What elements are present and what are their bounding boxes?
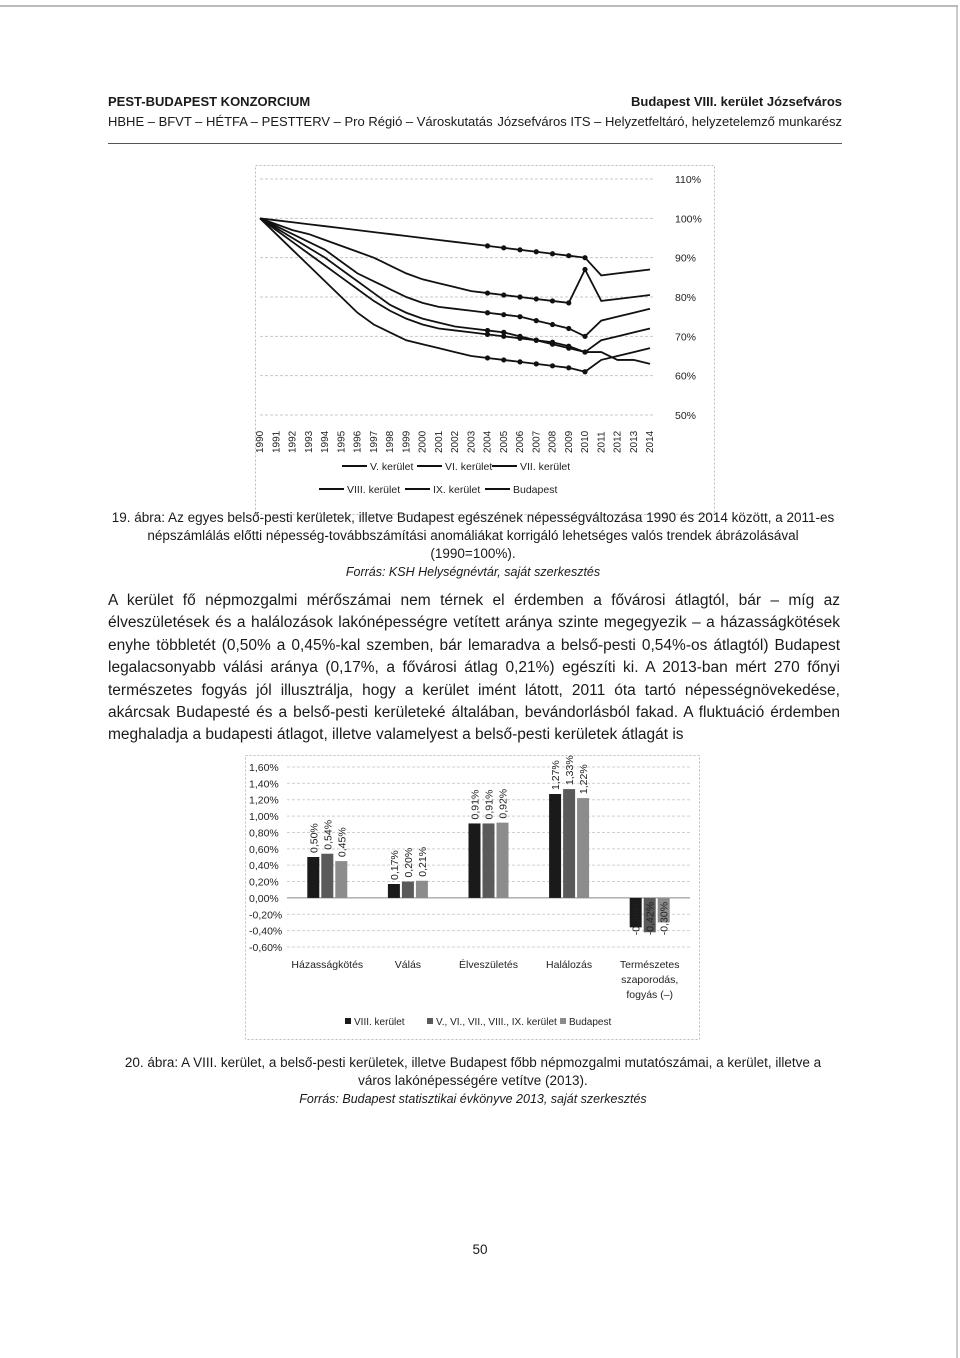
- chart2-y-tick: 1,60%: [249, 762, 279, 774]
- chart2-bar: [335, 861, 347, 898]
- chart1-point: [517, 294, 522, 299]
- chart2-bar: [577, 798, 589, 898]
- chart2-y-tick: 0,20%: [249, 876, 279, 889]
- chart1-point: [582, 267, 587, 272]
- figure-19-source: Forrás: KSH Helységnévtár, saját szerkesztés: [345, 565, 601, 579]
- chart1-legend-label: Budapest: [513, 484, 558, 496]
- chart2-data-label: 0,92%: [497, 788, 510, 819]
- chart1-point: [517, 314, 522, 319]
- figure-19-caption-text: 19. ábra: Az egyes belső-pesti kerületek, illetve Budapest egészének népességváltozása 1990 és 2014 között, a 2011-es népszámlálás előtti népesség-továbbszámítási anomáliákat korrigáló lehetséges valós trendek ábrázolásával (1990=100%).: [111, 510, 835, 561]
- chart2-data-label: 0,50%: [308, 823, 321, 853]
- chart2-legend-label: V., VI., VII., VIII., IX. kerület: [436, 1017, 557, 1028]
- chart1-point: [566, 326, 571, 331]
- chart2-y-tick: -0,20%: [249, 909, 283, 922]
- chart2-data-label: 1,33%: [564, 755, 577, 786]
- chart2-y-tick: -0,40%: [249, 925, 283, 938]
- chart1-x-tick: 2014: [645, 430, 656, 453]
- chart2-category-label: Válás: [394, 959, 422, 971]
- chart1-point: [485, 243, 490, 248]
- chart1-x-tick: 2012: [612, 430, 624, 453]
- chart1-point: [501, 312, 506, 317]
- chart1-point: [534, 296, 539, 301]
- chart1-x-tick: 2011: [596, 431, 608, 453]
- chart1-point: [550, 322, 555, 327]
- chart1-point: [517, 247, 522, 252]
- chart1-x-tick: 2013: [628, 430, 640, 453]
- chart1-point: [485, 355, 490, 360]
- chart1-y-tick: 70%: [675, 331, 697, 344]
- chart1-line-3: [260, 218, 650, 364]
- chart2-category-label: Házasságkötés: [291, 959, 364, 971]
- chart1-x-tick: 2001: [433, 430, 445, 453]
- chart1-point: [517, 336, 522, 341]
- chart1-x-tick: 2002: [450, 430, 461, 453]
- chart2-category-label: fogyás (–): [626, 989, 674, 1001]
- chart2-bar: [416, 881, 428, 898]
- chart1-line-2: [260, 218, 650, 336]
- chart1-x-tick: 1998: [385, 430, 396, 453]
- chart2-data-label: -0,30%: [658, 901, 671, 936]
- chart2-y-tick: 0,00%: [249, 892, 279, 905]
- chart1-x-tick: 2007: [531, 430, 543, 453]
- page-number: 50: [472, 1242, 488, 1257]
- chart1-x-tick: 2009: [563, 430, 575, 453]
- chart2-data-label: 1,27%: [550, 760, 563, 790]
- chart1-point: [582, 369, 587, 374]
- body-paragraph: A kerület fő népmozgalmi mérőszámai nem térnek el érdemben a fővárosi átlagtól, bár – míg az élveszületések és a halálozások lakónépességre vetített aránya szinte megegyezik – a házasságkötések enyhe többletét (0,50% a 0,45%-kal szemben, bár lemaradva a belső-pesti 0,54%-os átlagtól) Budapest legalacsonyabb válási aránya (0,17%, a fővárosi átlag 0,21%) egészíti ki. A 2013-ban mért 270 főnyi természetes fogyás jól illusztrálja, hogy a kerület imént látott, 2011 óta tartó népességnövekedése, akárcsak Budapesté és a belső-pesti kerületeké általában, bevándorlásból fakad. A fluktuáció érdemben meghaladja a budapesti átlagot, illetve valamelyest a belső-pesti kerületek átlagát is: [108, 592, 840, 744]
- chart1-x-tick: 2008: [547, 430, 559, 453]
- chart1-x-tick: 1992: [287, 430, 299, 453]
- figure-20-source: Forrás: Budapest statisztikai évkönyve 2013, saját szerkesztés: [299, 1092, 647, 1106]
- header-partners: HBHE – BFVT – HÉTFA – PESTTERV – Pro Régió – Városkutatás: [108, 114, 493, 129]
- chart1-point: [501, 357, 506, 362]
- chart1-point: [485, 310, 490, 315]
- chart2-data-label: 0,20%: [402, 847, 415, 878]
- chart2-category-label: Halálozás: [546, 959, 593, 971]
- chart1-x-tick: 1997: [368, 430, 380, 453]
- chart2-category-label: Élveszületés: [459, 959, 518, 971]
- chart1-point: [566, 365, 571, 370]
- chart2-data-label: -0,36%: [630, 901, 643, 936]
- chart2-data-label: 0,17%: [388, 850, 401, 880]
- chart2-y-tick: 0,40%: [249, 860, 279, 873]
- chart2-data-label: -0,42%: [644, 901, 657, 936]
- chart2-data-label: 0,54%: [322, 819, 335, 850]
- chart2-data-label: 0,45%: [336, 827, 349, 858]
- header-rule: [108, 143, 842, 144]
- chart1-point: [550, 363, 555, 368]
- chart1-point: [534, 361, 539, 366]
- chart2-data-label: 1,22%: [578, 764, 591, 795]
- chart1-x-tick: 2004: [482, 430, 494, 453]
- chart1-point: [582, 349, 587, 354]
- chart2-y-tick: 0,80%: [249, 827, 279, 840]
- chart1-y-tick: 60%: [675, 370, 697, 383]
- chart2-bar: [549, 794, 561, 898]
- header-district: Budapest VIII. kerület Józsefváros: [631, 94, 842, 109]
- chart1-x-tick: 1996: [352, 430, 364, 453]
- chart1-legend-label: VIII. kerület: [347, 484, 401, 496]
- chart2-data-label: 0,91%: [469, 789, 482, 820]
- chart2-bar: [469, 823, 481, 897]
- chart1-point: [566, 253, 571, 258]
- chart2-category-label: szaporodás,: [621, 974, 679, 986]
- chart2-y-tick: 1,00%: [249, 811, 279, 824]
- figure-20-caption-text: 20. ábra: A VIII. kerület, a belső-pesti kerületek, illetve Budapest főbb népmozgalmi mutatószámai, a kerület, illetve a város lakónépességére vetítve (2013).: [124, 1055, 822, 1088]
- chart2-y-tick: 1,40%: [249, 778, 279, 791]
- chart1-y-tick: 80%: [675, 292, 697, 304]
- chart1-point: [501, 334, 506, 339]
- chart2-bar: [402, 882, 414, 898]
- header-document: Józsefváros ITS – Helyzetfeltáró, helyzetelemző munkarész: [497, 114, 842, 129]
- chart1-point: [582, 255, 587, 260]
- chart2-bar: [388, 884, 400, 898]
- chart2-legend-swatch: [345, 1018, 351, 1024]
- chart2-category-label: Természetes: [619, 959, 680, 971]
- chart1-point: [566, 300, 571, 305]
- chart1-x-tick: 2000: [417, 430, 429, 453]
- page-header: [108, 92, 842, 144]
- chart1-point: [566, 344, 571, 349]
- chart1-y-tick: 50%: [675, 410, 697, 422]
- chart2-y-tick: -0,60%: [249, 942, 283, 954]
- chart1-point: [550, 251, 555, 256]
- chart1-x-tick: 1999: [401, 430, 413, 453]
- chart1-x-tick: 1995: [336, 430, 348, 453]
- chart2-legend-label: VIII. kerület: [354, 1017, 405, 1028]
- chart1-point: [550, 340, 555, 345]
- chart1-point: [534, 338, 539, 343]
- chart1-point: [485, 332, 490, 337]
- chart1-point: [485, 290, 490, 295]
- header-consortium: PEST-BUDAPEST KONZORCIUM: [108, 94, 311, 109]
- chart1-point: [501, 292, 506, 297]
- chart1-x-tick: 1993: [303, 430, 315, 453]
- chart2-bar: [483, 823, 495, 897]
- figure-19-caption: [108, 509, 838, 581]
- chart1-point: [582, 334, 587, 339]
- chart1-x-tick: 2003: [466, 430, 478, 453]
- chart1-x-tick: 2010: [580, 430, 591, 453]
- chart2-bar: [307, 857, 319, 898]
- chart1-y-tick: 90%: [675, 252, 697, 265]
- chart2-legend-swatch: [560, 1018, 566, 1024]
- chart1-x-tick: 1991: [271, 430, 283, 453]
- vital-statistics-bar-chart: [245, 755, 700, 1040]
- chart2-bar: [563, 789, 575, 898]
- chart2-legend-label: Budapest: [569, 1017, 612, 1028]
- chart1-legend-label: IX. kerület: [433, 484, 481, 496]
- chart2-data-label: 0,91%: [483, 789, 496, 820]
- chart1-legend-label: V. kerület: [370, 461, 414, 473]
- chart1-x-tick: 2005: [498, 430, 510, 453]
- chart1-legend-label: VI. kerület: [445, 461, 493, 473]
- chart1-x-tick: 2006: [515, 430, 526, 453]
- chart2-y-tick: 1,20%: [249, 794, 279, 807]
- chart2-bar: [497, 823, 509, 898]
- chart1-point: [534, 249, 539, 254]
- chart1-y-tick: 100%: [675, 213, 702, 226]
- chart1-point: [517, 359, 522, 364]
- chart1-x-tick: 1990: [255, 430, 266, 453]
- chart1-point: [501, 245, 506, 250]
- chart1-y-tick: 110%: [675, 174, 702, 186]
- chart2-legend-swatch: [427, 1018, 433, 1024]
- chart2-y-tick: 0,60%: [249, 843, 279, 856]
- chart1-point: [550, 298, 555, 303]
- chart2-data-label: 0,21%: [416, 846, 429, 877]
- chart1-x-tick: 1994: [320, 430, 331, 453]
- chart2-bar: [321, 854, 333, 898]
- chart1-legend-label: VII. kerület: [520, 461, 571, 473]
- population-change-line-chart: [255, 165, 715, 515]
- figure-20-caption: [108, 1054, 838, 1108]
- chart1-point: [534, 318, 539, 323]
